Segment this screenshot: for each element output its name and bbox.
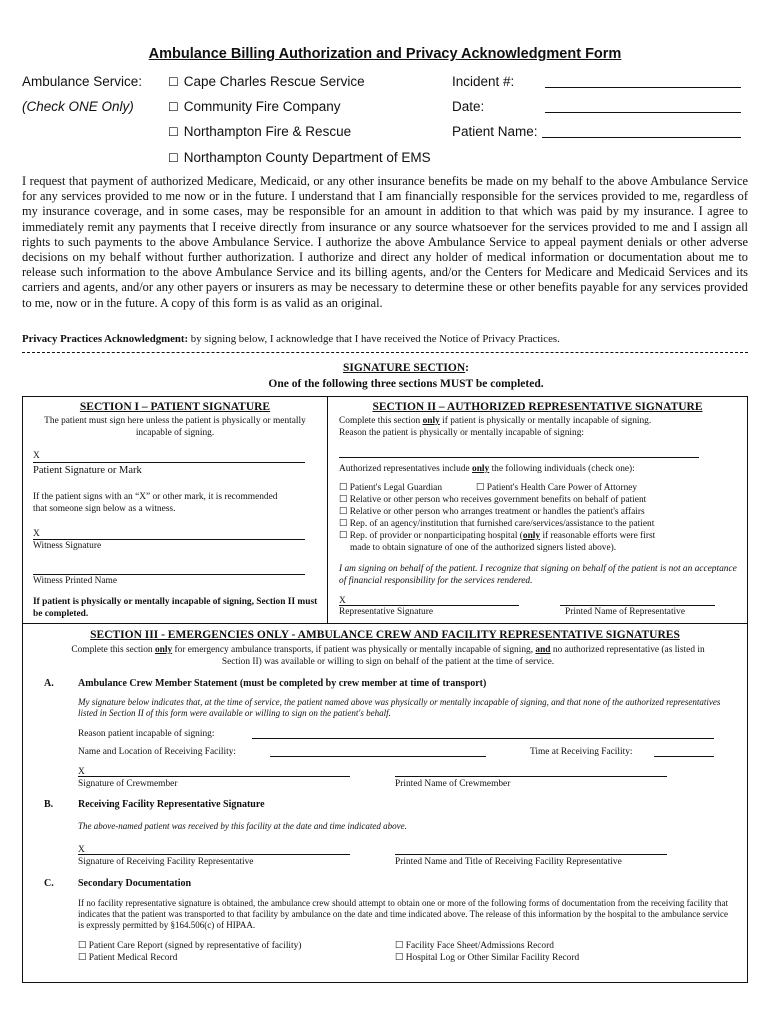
part-a-letter: A. [44, 678, 54, 689]
incident-field[interactable] [545, 87, 741, 88]
crew-printed-label: Printed Name of Crewmember [395, 779, 511, 789]
checkbox-icon: ☐ [78, 941, 87, 951]
patient-name-field[interactable] [542, 137, 741, 138]
ambulance-service-label: Ambulance Service: [22, 74, 143, 89]
checkbox-icon: ☐ [395, 941, 404, 951]
x-mark: X [33, 529, 40, 539]
signature-section-subtitle: One of the following three sections MUST be completed. [268, 378, 544, 390]
patient-signature-line[interactable] [33, 462, 305, 463]
checkbox-icon: ☐ [168, 125, 179, 139]
crew-statement: My signature below indicates that, at the time of service, the patient named above was physically or mentally incapable of signing, and that none of the authorized representatives listed in Section II of this form were available or willing to sign on the patient's behalf. [78, 697, 721, 718]
date-field[interactable] [545, 112, 741, 113]
checkbox-icon: ☐ [339, 531, 348, 541]
representative-signature-line[interactable] [339, 605, 519, 606]
checkbox-icon: ☐ [168, 100, 179, 114]
section-1-title: SECTION I – PATIENT SIGNATURE [79, 401, 271, 413]
witness-printed-line[interactable] [33, 574, 305, 575]
authorization-text: I request that payment of authorized Medicare, Medicaid, or any other insurance benefits be made on my behalf to the above Ambulance Service for any services provided to me now or in the future. I understand that I am financially responsible for the services provided to me, regardless of my insurance coverage, and in some cases, may be responsible for an amount in addition to that which was paid by my insurance. I agree to immediately remit any payments that I receive directly from insurance or any source whatsoever for the services provided to me and I assign all rights to such payments to the above Ambulance Service. I authorize the above Ambulance Service to appeal payment denials or other adverse decisions on my behalf without further authorization. I authorize and direct any holder of medical information or documentation about me to release such information to the above Ambulance Service and its billing agents, and/or the Centers for Medicare and Medicaid Services and its carriers and agents, and/or any other payers or insurers as may be necessary to determine these or other benefits payable for any services provided to me, now or in the future. A copy of this form is as valid as an original. [22, 174, 748, 310]
reason-incapable-label: Reason patient incapable of signing: [78, 729, 215, 739]
witness-signature-label: Witness Signature [33, 541, 102, 551]
part-b-title: Receiving Facility Representative Signature [78, 799, 265, 810]
checkbox-icon: ☐ [339, 483, 348, 493]
check-one-label: (Check ONE Only) [22, 99, 134, 114]
time-at-facility-label: Time at Receiving Facility: [530, 747, 633, 757]
rep-option-guardian[interactable]: ☐ Patient's Legal Guardian [339, 483, 443, 493]
crew-signature-line[interactable] [78, 776, 350, 777]
reason-line[interactable] [339, 457, 699, 458]
facility-printed-label: Printed Name and Title of Receiving Facility Representative [395, 857, 622, 867]
facility-signature-label: Signature of Receiving Facility Representative [78, 857, 254, 867]
x-mark: X [78, 767, 85, 777]
part-a-title: Ambulance Crew Member Statement (must be completed by crew member at time of transport) [78, 678, 487, 689]
doc-option-medical-record[interactable]: ☐ Patient Medical Record [78, 953, 178, 963]
doc-option-face-sheet[interactable]: ☐ Facility Face Sheet/Admissions Record [395, 941, 554, 951]
secondary-documentation-text: If no facility representative signature is obtained, the ambulance crew should attempt to obtain one or more of the following forms of documentation from the receiving facility that indicates that the patient was transported to that facility by ambulance on the date and time indicated above. The release of this information by the hospital to the ambulance service is expressly permitted by §164.506(c) of HIPAA. [78, 898, 728, 930]
service-option-cape-charles[interactable]: ☐ Cape Charles Rescue Service [168, 74, 365, 89]
representative-printed-line[interactable] [560, 605, 715, 606]
service-option-northampton-fire[interactable]: ☐ Northampton Fire & Rescue [168, 124, 352, 139]
signature-section-title: SIGNATURE SECTION: [342, 362, 469, 374]
doc-option-patient-care-report[interactable]: ☐ Patient Care Report (signed by representative of facility) [78, 941, 302, 951]
receiving-facility-line[interactable] [270, 756, 486, 757]
checkbox-icon: ☐ [168, 75, 179, 89]
rep-option-agency[interactable]: ☐ Rep. of an agency/institution that furnished care/services/assistance to the patient [339, 519, 655, 529]
checkbox-icon: ☐ [395, 953, 404, 963]
crew-printed-line[interactable] [395, 776, 667, 777]
checkbox-icon: ☐ [78, 953, 87, 963]
representative-printed-label: Printed Name of Representative [565, 607, 686, 617]
crew-signature-label: Signature of Crewmember [78, 779, 178, 789]
facility-signature-line[interactable] [78, 854, 350, 855]
receiving-facility-label: Name and Location of Receiving Facility: [78, 747, 237, 757]
section-3-title: SECTION III - EMERGENCIES ONLY - AMBULANCE CREW AND FACILITY REPRESENTATIVE SIGNATURES [90, 629, 680, 641]
representative-signature-label: Representative Signature [339, 607, 433, 617]
dashed-divider [22, 352, 748, 353]
rep-option-relative-affairs[interactable]: ☐ Relative or other person who arranges treatment or handles the patient's affairs [339, 507, 645, 517]
service-option-county-ems[interactable]: ☐ Northampton County Department of EMS [168, 150, 431, 165]
x-mark: X [33, 451, 40, 461]
reason-label: Reason the patient is physically or mentally incapable of signing: [339, 428, 584, 438]
checkbox-icon: ☐ [476, 483, 485, 493]
section-2-instruction: Complete this section only if patient is physically or mentally incapable of signing. [339, 416, 652, 426]
part-c-title: Secondary Documentation [78, 878, 192, 889]
checkbox-icon: ☐ [339, 495, 348, 505]
x-mark: X [78, 845, 85, 855]
rep-option-provider-cont: made to obtain signature of one of the authorized signers listed above). [350, 543, 617, 553]
representatives-note: Authorized representatives include only the following individuals (check one): [339, 464, 635, 474]
service-option-community-fire[interactable]: ☐ Community Fire Company [168, 99, 341, 114]
witness-note: If the patient signs with an “X” or other mark, it is recommended that someone sign below as a witness. [33, 492, 278, 514]
time-at-facility-line[interactable] [654, 756, 714, 757]
section-1-instruction: The patient must sign here unless the patient is physically or mentally incapable of signing. [44, 416, 306, 438]
incapable-note: If patient is physically or mentally incapable of signing, Section II must be completed. [33, 597, 318, 619]
checkbox-icon: ☐ [339, 507, 348, 517]
facility-printed-line[interactable] [395, 854, 667, 855]
reason-incapable-line[interactable] [252, 738, 714, 739]
doc-option-hospital-log[interactable]: ☐ Hospital Log or Other Similar Facility Record [395, 953, 580, 963]
form-title: Ambulance Billing Authorization and Privacy Acknowledgment Form [148, 46, 622, 62]
checkbox-icon: ☐ [339, 519, 348, 529]
section-2-title: SECTION II – AUTHORIZED REPRESENTATIVE SIGNATURE [372, 401, 703, 413]
section-3-instruction: Complete this section only for emergency ambulance transports, if patient was physically or mentally incapable of signing, and no authorized representative (as listed in Section II) was available or willing to sign on behalf of the patient at the time of service. [71, 645, 705, 667]
rep-option-provider[interactable]: ☐ Rep. of provider or nonparticipating hospital (only if reasonable efforts were first [339, 531, 656, 541]
incident-label: Incident #: [452, 74, 515, 89]
checkbox-icon: ☐ [168, 151, 179, 165]
x-mark: X [339, 596, 346, 606]
rep-option-poa[interactable]: ☐ Patient's Health Care Power of Attorney [476, 483, 638, 493]
patient-name-label: Patient Name: [452, 124, 538, 139]
facility-statement: The above-named patient was received by this facility at the date and time indicated above. [78, 821, 407, 831]
privacy-acknowledgment: Privacy Practices Acknowledgment: by signing below, I acknowledge that I have received the Notice of Privacy Practices. [22, 333, 560, 345]
part-b-letter: B. [44, 799, 54, 810]
witness-printed-label: Witness Printed Name [33, 576, 117, 586]
rep-option-relative-benefits[interactable]: ☐ Relative or other person who receives government benefits on behalf of patient [339, 495, 647, 505]
representative-statement: I am signing on behalf of the patient. I recognize that signing on behalf of the patient is not an acceptance of financial responsibility for the services rendered. [339, 564, 737, 586]
witness-signature-line[interactable] [33, 539, 305, 540]
date-label: Date: [452, 99, 485, 114]
part-c-letter: C. [44, 878, 54, 889]
patient-signature-label: Patient Signature or Mark [33, 465, 142, 476]
